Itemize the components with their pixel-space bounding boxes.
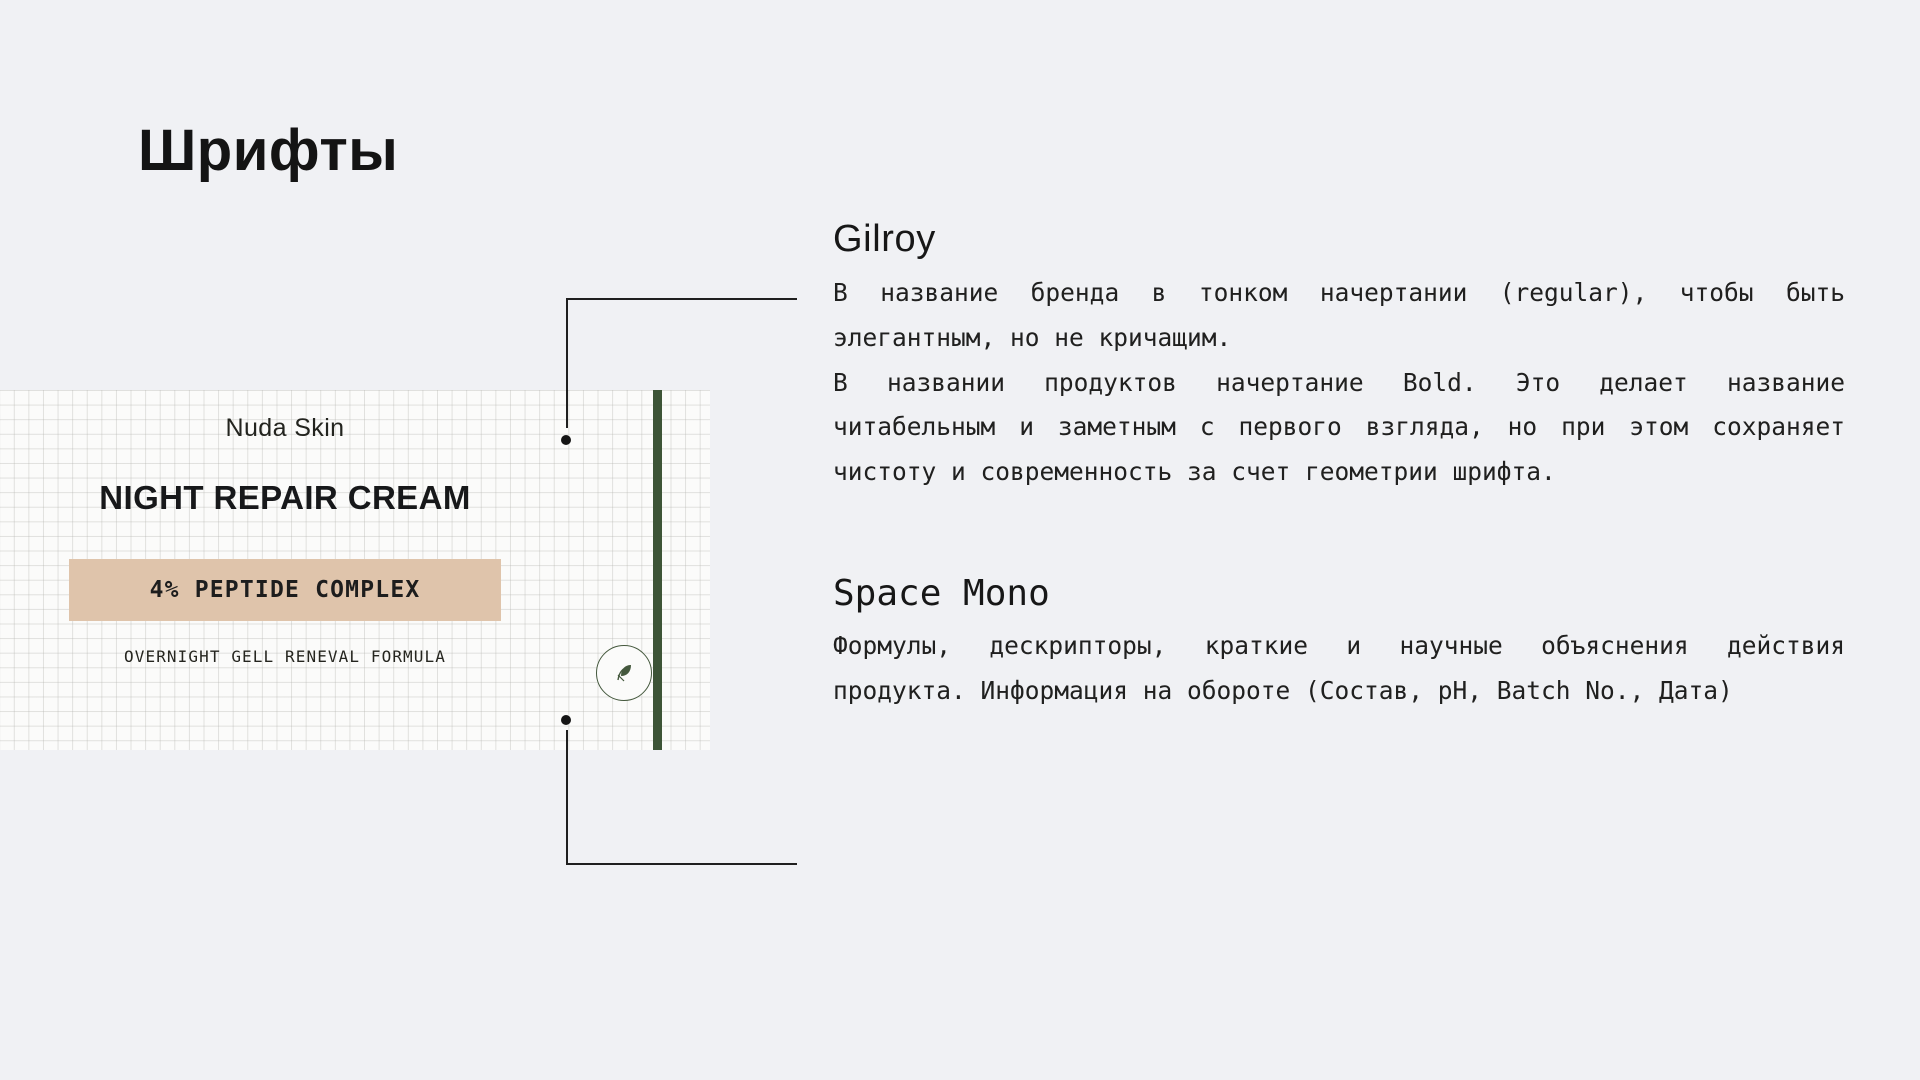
page-title: Шрифты <box>138 118 399 183</box>
font-block-space-mono <box>833 573 1853 714</box>
highlight-band-label: 4% PEPTIDE COMPLEX <box>149 577 421 603</box>
brand-name: Nuda Skin <box>225 414 345 442</box>
label-mockup <box>0 390 710 750</box>
font-paragraph-gilroy-1: В название бренда в тонком начертании (regular), чтобы быть элегантным, но не кричащим. <box>833 278 1845 352</box>
highlight-band <box>69 559 501 621</box>
product-name: NIGHT REPAIR CREAM <box>99 479 471 516</box>
font-name-space-mono: Space Mono <box>833 573 1050 615</box>
formula-line: OVERNIGHT GELL RENEVAL FORMULA <box>124 647 446 666</box>
leaf-seal-icon <box>596 645 652 701</box>
font-descriptions <box>833 218 1853 714</box>
label-text-group <box>65 390 505 666</box>
font-paragraph-gilroy-2: В названии продуктов начертание Bold. Это делает название читабельным и заметным с первого взгляда, но при этом сохраняет чистоту и современность за счет геометрии шрифта. <box>833 367 1845 487</box>
font-name-gilroy: Gilroy <box>833 218 936 260</box>
font-block-gilroy <box>833 218 1853 495</box>
callout-dot-gilroy <box>561 435 571 445</box>
accent-bar <box>653 390 662 750</box>
font-paragraph-space-mono-1: Формулы, дескрипторы, краткие и научные объяснения действия продукта. Информация на обороте (Состав, pH, Batch No., Дата) <box>833 631 1845 705</box>
callout-dot-space-mono <box>561 715 571 725</box>
